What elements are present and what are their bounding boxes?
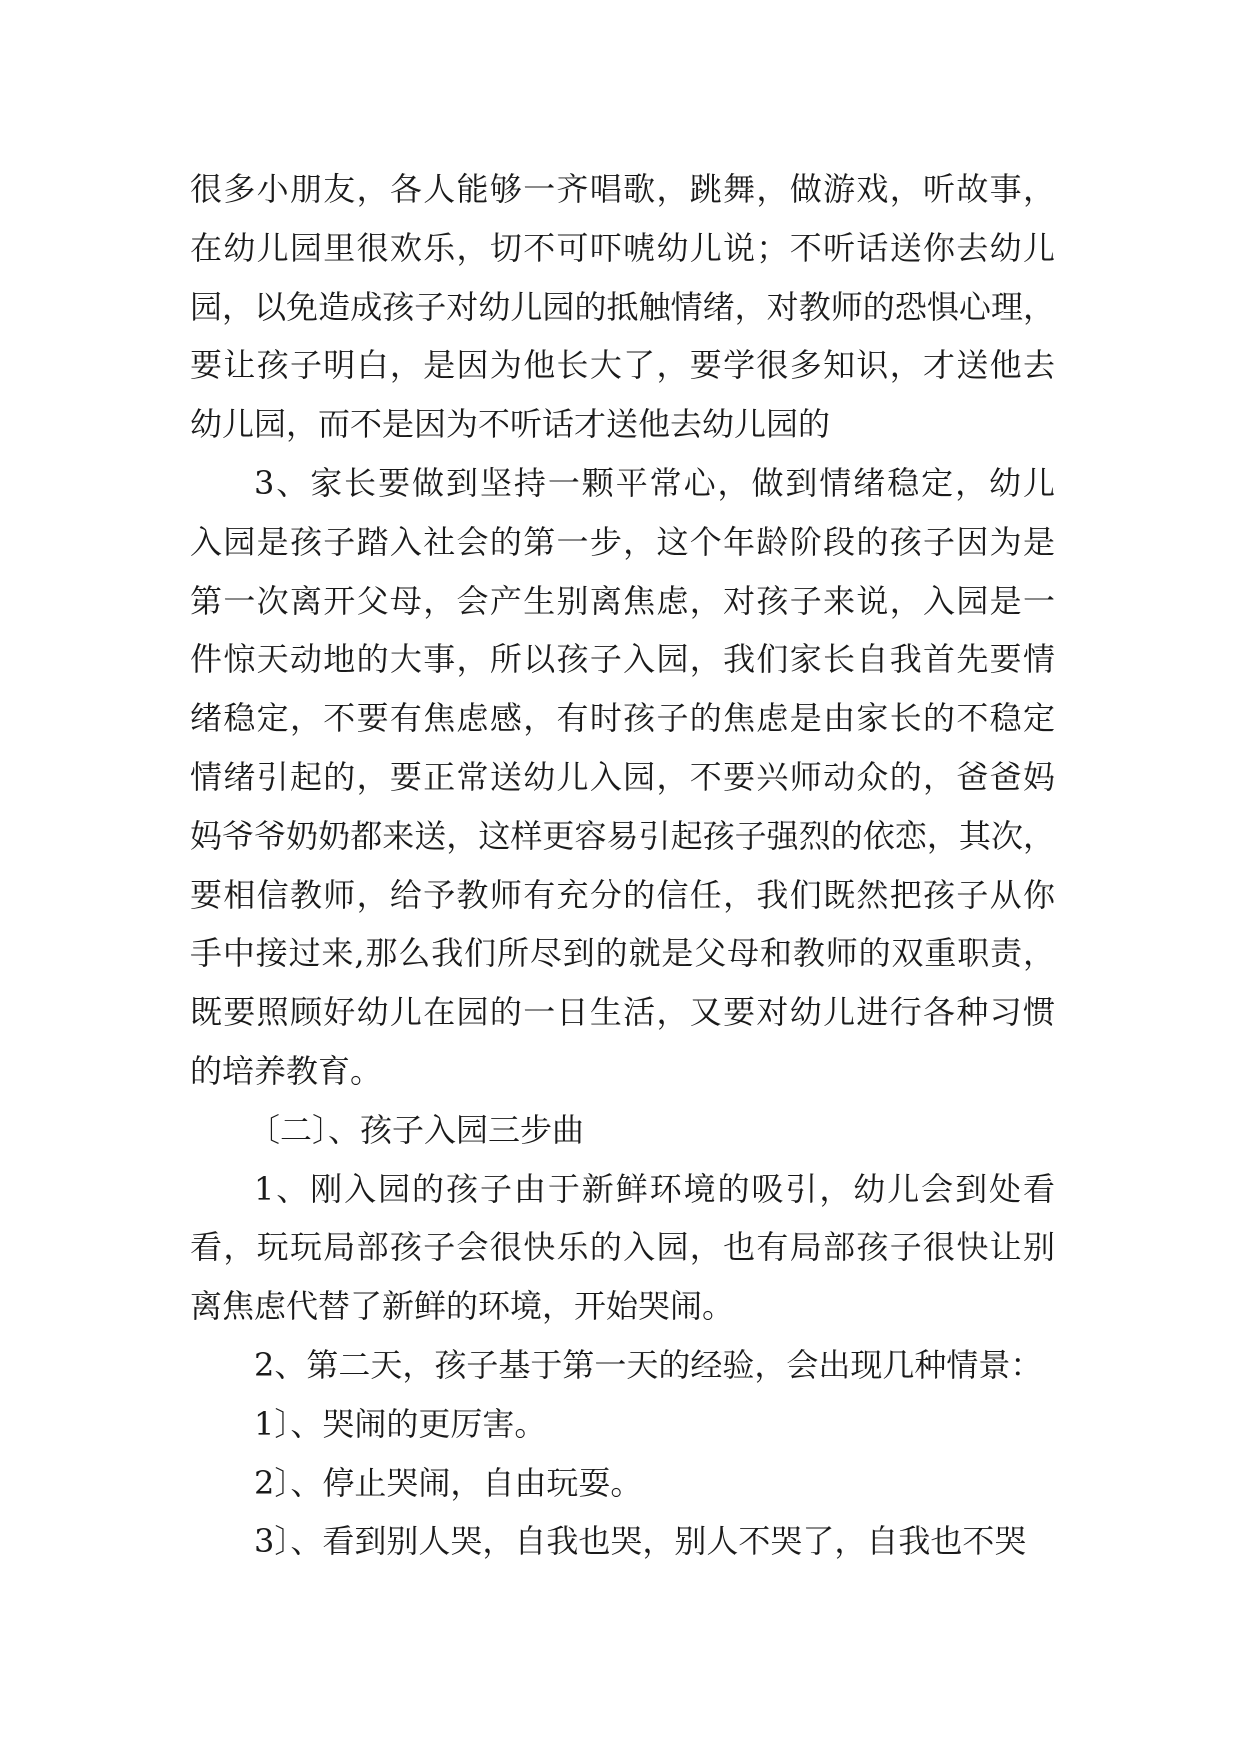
text-line-4: 要让孩子明白，是因为他长大了，要学很多知识，才送他去 — [190, 346, 1055, 385]
list-item-2: 2〕、停止哭闹，自由玩耍。 — [254, 1463, 643, 1502]
text-line-10: 绪稳定，不要有焦虑感，有时孩子的焦虑是由家长的不稳定 — [190, 699, 1055, 738]
text-line-15: 既要照顾好幼儿在园的一日生活，又要对幼儿进行各种习惯 — [190, 993, 1055, 1032]
list-item-1: 1〕、哭闹的更厉害。 — [254, 1404, 547, 1443]
body-text — [190, 160, 1055, 1571]
text-line-9: 件惊天动地的大事，所以孩子入园，我们家长自我首先要情 — [190, 640, 1055, 679]
text-line-18: 1、刚入园的孩子由于新鲜环境的吸引，幼儿会到处看 — [254, 1169, 1055, 1208]
text-line-13: 要相信教师，给予教师有充分的信任，我们既然把孩子从你 — [190, 875, 1055, 914]
text-line-1: 很多小朋友，各人能够一齐唱歌，跳舞，做游戏，听故事， — [190, 170, 1055, 208]
text-line-16: 的培养教育。 — [190, 1051, 383, 1090]
text-line-2: 在幼儿园里很欢乐，切不可吓唬幼儿说；不听话送你去幼儿 — [190, 228, 1055, 267]
text-line-12: 妈爷爷奶奶都来送，这样更容易引起孩子强烈的依恋，其次， — [190, 816, 1055, 855]
list-item-3: 3〕、看到别人哭，自我也哭，别人不哭了，自我也不哭 — [254, 1522, 1027, 1561]
text-line-8: 第一次离开父母，会产生别离焦虑，对孩子来说，入园是一 — [190, 581, 1055, 620]
text-line-21: 2、第二天，孩子基于第一天的经验，会出现几种情景： — [254, 1345, 1043, 1384]
text-line-7: 入园是孩子踏入社会的第一步，这个年龄阶段的孩子因为是 — [190, 522, 1055, 561]
text-line-5: 幼儿园，而不是因为不听话才送他去幼儿园的 — [190, 405, 831, 444]
section-heading: 〔二〕、孩子入园三步曲 — [248, 1110, 585, 1149]
text-line-20: 离焦虑代替了新鲜的环境，开始哭闹。 — [190, 1287, 735, 1326]
text-line-14: 手中接过来,那么我们所尽到的就是父母和教师的双重职责， — [190, 934, 1055, 973]
text-line-11: 情绪引起的，要正常送幼儿入园，不要兴师动众的，爸爸妈 — [190, 757, 1055, 796]
text-line-3: 园，以免造成孩子对幼儿园的抵触情绪，对教师的恐惧心理， — [190, 287, 1055, 326]
text-line-6: 3、家长要做到坚持一颗平常心，做到情绪稳定，幼儿 — [254, 463, 1055, 502]
text-line-19: 看，玩玩局部孩子会很快乐的入园，也有局部孩子很快让别 — [190, 1228, 1055, 1267]
